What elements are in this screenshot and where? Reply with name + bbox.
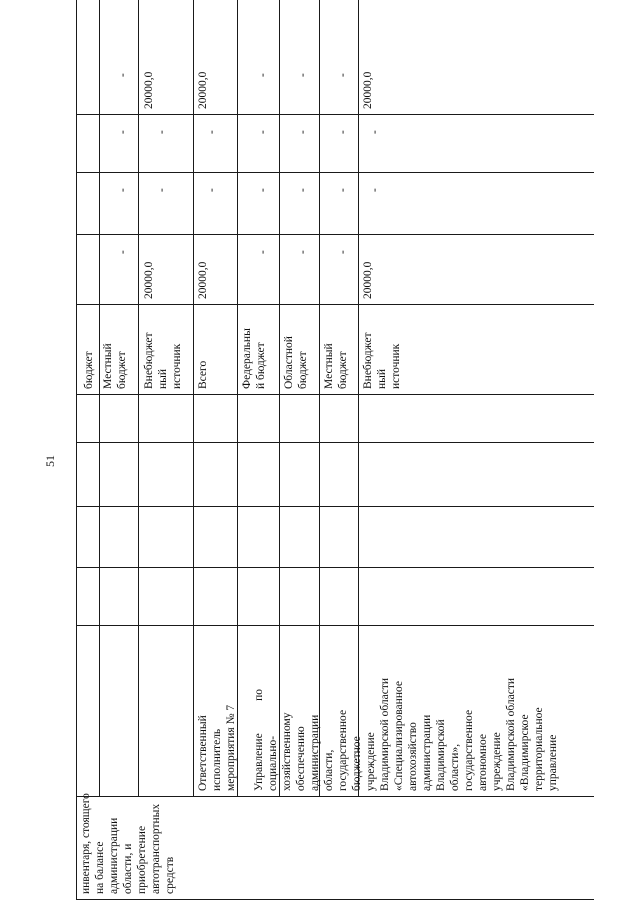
col-divider <box>76 394 594 395</box>
measure-name-cell: инвентаря, стоящего на балансе администрации области, и приобретение автотранспортных средств <box>80 793 176 894</box>
value-cell: - <box>297 250 309 254</box>
col-divider <box>76 442 594 443</box>
value-cell: 20000,0 <box>362 71 374 109</box>
value-cell: - <box>297 73 309 77</box>
value-cell: - <box>206 188 218 192</box>
value-cell: - <box>117 188 129 192</box>
col-divider <box>76 234 594 235</box>
source-cell: Федеральны й бюджет <box>241 328 267 389</box>
col-divider <box>76 567 594 568</box>
value-cell: - <box>257 73 269 77</box>
col-divider <box>76 172 594 173</box>
source-cell: Областной бюджет <box>283 336 309 389</box>
table-border-top <box>76 0 77 900</box>
source-cell: Местный бюджет <box>102 343 128 389</box>
col-divider <box>76 304 594 305</box>
value-cell: - <box>117 250 129 254</box>
value-cell: 20000,0 <box>143 71 155 109</box>
col-divider <box>76 114 594 115</box>
col-divider <box>76 506 594 507</box>
value-cell: - <box>337 188 349 192</box>
value-cell: - <box>297 130 309 134</box>
table-border-left <box>76 899 594 900</box>
value-cell: - <box>257 188 269 192</box>
value-cell: 20000,0 <box>197 261 209 299</box>
value-cell: - <box>156 188 168 192</box>
source-cell: Внебюджет ный источник <box>143 332 183 389</box>
value-cell: - <box>156 130 168 134</box>
value-cell: - <box>257 250 269 254</box>
value-cell: - <box>117 73 129 77</box>
row-divider <box>193 0 194 797</box>
row-divider <box>99 0 100 797</box>
responsible-executor-cell: Ответственный исполнитель мероприятия № 7 Управление по социально- хозяйственному обеспечению администрации области, государственное бюджетное учреждение Владимирской области «Специализированное автохозяйство администрации Владимирской области», государственное автономное учреждение Владимирской области «Владимирское территориальное управление <box>197 677 559 791</box>
value-cell: - <box>337 73 349 77</box>
source-cell: Местный бюджет <box>323 343 349 389</box>
value-cell: - <box>117 130 129 134</box>
source-cell: бюджет <box>83 351 95 389</box>
col-divider <box>76 625 594 626</box>
source-cell: Всего <box>197 360 209 389</box>
value-cell: - <box>297 188 309 192</box>
value-cell: - <box>257 130 269 134</box>
value-cell: 20000,0 <box>197 71 209 109</box>
value-cell: - <box>337 250 349 254</box>
value-cell: 20000,0 <box>362 261 374 299</box>
value-cell: - <box>206 130 218 134</box>
value-cell: 20000,0 <box>143 261 155 299</box>
page-number: 51 <box>43 455 57 467</box>
value-cell: - <box>369 188 381 192</box>
source-cell: Внебюджет ный источник <box>362 332 402 389</box>
value-cell: - <box>369 130 381 134</box>
row-divider <box>138 0 139 797</box>
value-cell: - <box>337 130 349 134</box>
